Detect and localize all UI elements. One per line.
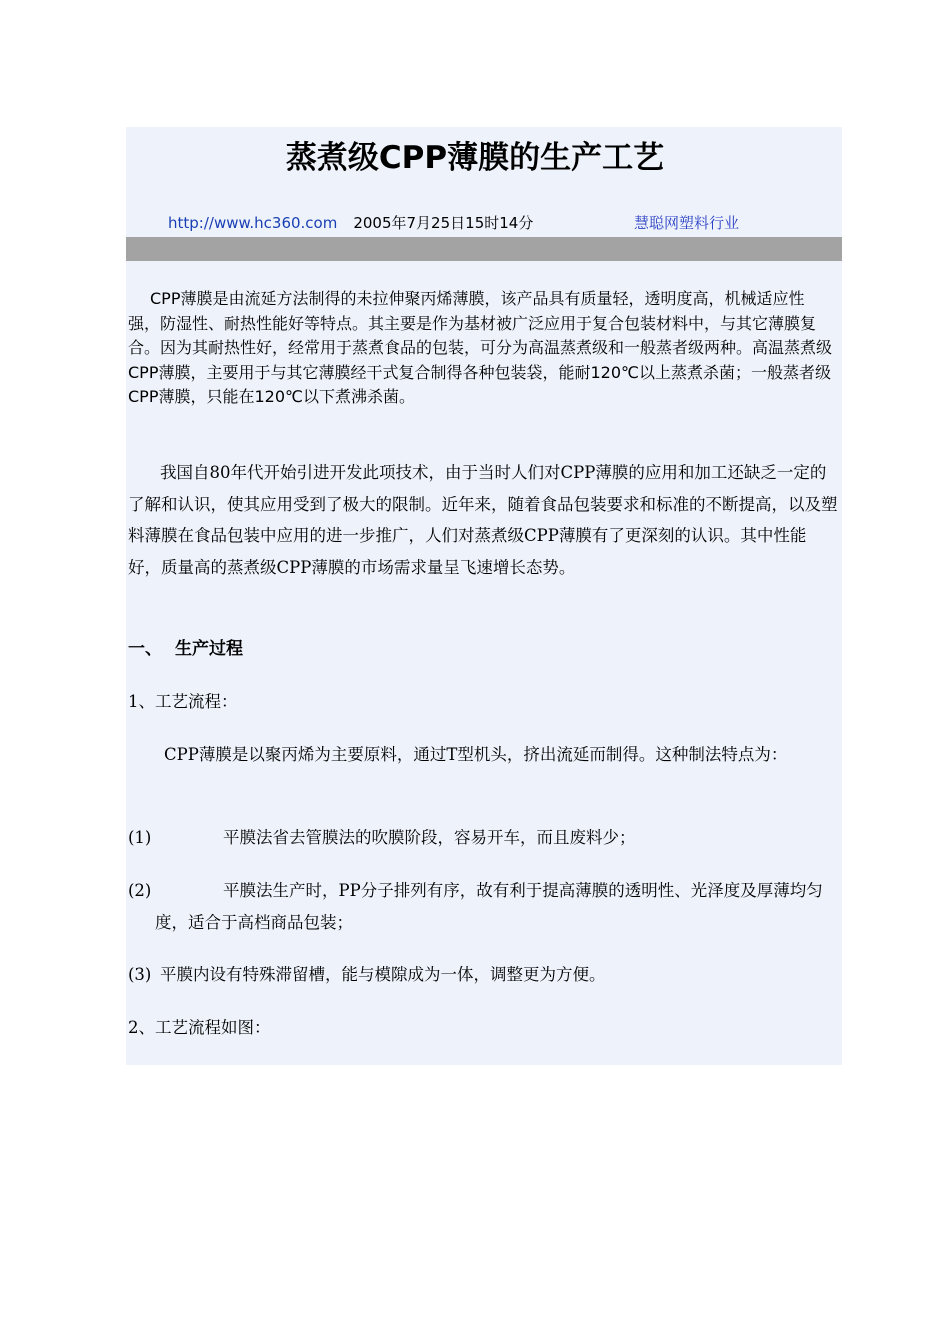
section-heading: [128, 638, 243, 660]
feature-item-2: [128, 875, 840, 938]
article-title: 蒸煮级CPP薄膜的生产工艺: [285, 140, 665, 176]
feature-item-3: [128, 959, 840, 991]
feature-item-1: [128, 822, 840, 854]
feature-marker: (3): [128, 965, 152, 984]
section-title: 生产过程: [175, 639, 243, 659]
feature-text: 平膜法省去管膜法的吹膜阶段，容易开车，而且废料少；: [223, 828, 636, 847]
feature-text: 平膜法生产时，PP分子排列有序，故有利于提高薄膜的透明性、光泽度及厚薄均匀度，适合于高档商品包装；: [155, 881, 823, 932]
divider-bar: [126, 237, 842, 261]
step2-label: 2、工艺流程如图：: [128, 1018, 271, 1037]
intro-paragraph: CPP薄膜是由流延方法制得的未拉伸聚丙烯薄膜，该产品具有质量轻，透明度高，机械适应性强，防湿性、耐热性能好等特点。其主要是作为基材被广泛应用于复合包装材料中，与其它薄膜复合。因为其耐热性好，经常用于蒸煮食品的包装，可分为高温蒸煮级和一般蒸者级两种。高温蒸煮级CPP薄膜，主要用于与其它薄膜经干式复合制得各种包装袋，能耐120℃以上蒸煮杀菌；一般蒸者级CPP薄膜，只能在120℃以下煮沸杀菌。: [128, 289, 833, 406]
step1-paragraph: CPP薄膜是以聚丙烯为主要原料，通过T型机头，挤出流延而制得。这种制法特点为：: [164, 745, 788, 764]
source-url-link[interactable]: http://www.hc360.com: [168, 214, 338, 232]
feature-marker: (2): [128, 881, 152, 900]
step1-label: 1、工艺流程：: [128, 692, 238, 711]
feature-text: 平膜内设有特殊滞留槽，能与模隙成为一体，调整更为方便。: [160, 965, 606, 984]
article-meta: [168, 213, 740, 233]
history-paragraph: 我国自80年代开始引进开发此项技术，由于当时人们对CPP薄膜的应用和加工还缺乏一定的了解和认识，使其应用受到了极大的限制。近年来，随着食品包装要求和标准的不断提高，以及塑料薄膜在食品包装中应用的进一步推广，人们对蒸煮级CPP薄膜有了更深刻的认识。其中性能好，质量高的蒸煮级CPP薄膜的市场需求量呈飞速增长态势。: [128, 463, 838, 577]
feature-marker: (1): [128, 828, 152, 847]
section-number: 一、: [128, 639, 162, 659]
publish-date: 2005年7月25日15时14分: [353, 214, 534, 232]
source-name-link[interactable]: 慧聪网塑料行业: [634, 214, 740, 232]
